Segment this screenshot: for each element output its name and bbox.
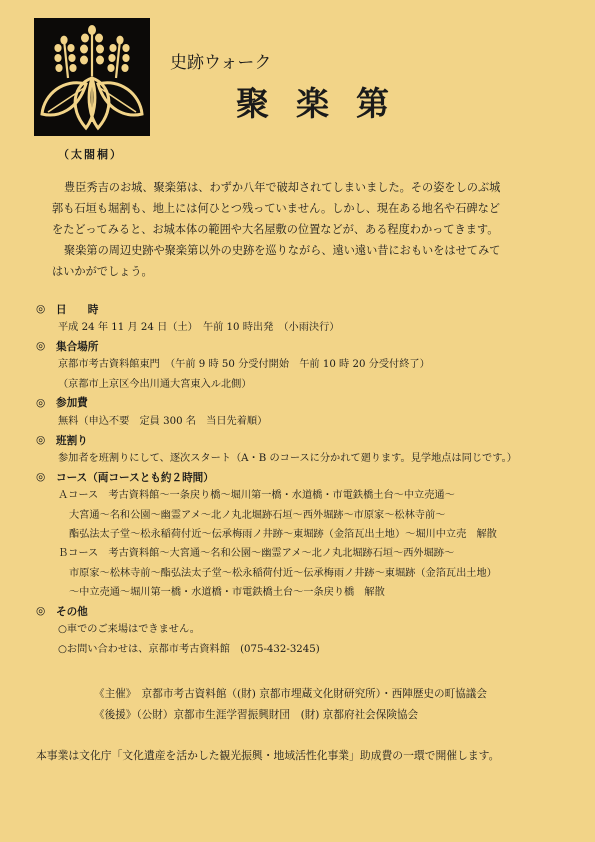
section-heading: 日 時 [56,303,99,316]
course-line: ～中立売通～堀川第一橋・水道橋・市電鉄橋土台～一条戻り橋 解散 [69,586,385,598]
footer-note: 本事業は文化庁「文化遺産を活かした観光振興・地域活性化事業」助成費の一環で開催します。 [36,749,500,762]
section-course [36,468,566,486]
section-heading: コース（両コースとも約２時間） [56,471,214,484]
intro-paragraph [52,177,552,282]
bullet-mark: ◎ [36,471,46,484]
section-meeting-place [36,337,566,355]
bullet-mark: ◎ [36,303,46,315]
intro-line: 豊臣秀吉のお城、聚楽第は、わずか八年で破却されてしまいました。その姿をしのぶ城 [64,181,501,194]
section-line: ○お問い合わせは、京都市考古資料館 (075-432-3245) [58,643,320,655]
emblem-caption: （太閤桐） [58,148,123,161]
section-date [36,300,566,318]
intro-line: をたどってみると、お城本体の範囲や大名屋敷の位置などが、ある程度わかってきます。 [52,223,499,236]
course-line: 大宮通～名和公園～幽霊アメ～北ノ丸北堀跡石垣～西外堀跡～市原家～松林寺前～ [69,509,446,521]
section-line: ○車でのご来場はできません。 [58,624,200,636]
page-subtitle: 史跡ウォーク [170,53,272,73]
section-line: （京都市上京区今出川通大宮東入ル北側） [58,378,252,390]
bullet-mark: ◎ [36,340,46,353]
course-line: 市原家～松林寺前～酯弘法太子堂～松永稲荷付近～伝承梅雨ノ井跡～東堀跡（金箔瓦出土地） [69,567,497,579]
course-line: Ａコース 考古資料館～一条戻り橋～堀川第一橋・水道橋・市電鉄橋土台～中立売通～ [58,490,455,502]
section-heading: 集合場所 [56,340,99,353]
section-other [36,602,566,620]
section-heading: 班割り [56,434,88,447]
section-heading: その他 [56,605,88,618]
paulownia-crest-icon [34,18,150,136]
course-line: 酯弘法太子堂～松永稲荷付近～伝承梅雨ノ井跡～東堀跡（金箔瓦出土地）～堀川中立売 解散 [69,529,497,541]
intro-line: 聚楽第の周辺史跡や聚楽第以外の史跡を巡りながら、遠い遠い昔におもいをはせてみて [64,244,501,257]
paulownia-crest [34,18,150,136]
supporter-line: 《後援》（公財）京都市生涯学習振興財団 (財) 京都府社会保険協会 [94,709,419,721]
organizer-line: 《主催》 京都市考古資料館（(財) 京都市埋蔵文化財研究所）・西陣歴史の町協議会 [94,688,487,700]
page-title: 聚楽第 [236,84,416,123]
event-details [36,300,566,659]
course-line: Ｂコース 考古資料館～大宮通～名和公園～幽霊アメ～北ノ丸北堀跡石垣～西外堀跡～ [58,548,455,560]
section-fee [36,394,566,412]
bullet-mark: ◎ [36,605,46,618]
section-line: 参加者を班割りにして、逐次スタート（A・B のコースに分かれて廻ります。見学地点は同じです。） [58,453,517,465]
intro-line: 郭も石垣も堀割も、地上には何ひとつ残っていません。しかし、現在ある地名や石碑など [52,202,500,215]
section-line: 無料（申込不要 定員 300 名 当日先着順） [58,415,268,427]
bullet-mark: ◎ [36,396,46,409]
sponsors [94,684,487,726]
section-groups [36,431,566,449]
bullet-mark: ◎ [36,434,46,447]
section-line: 平成 24 年 11 月 24 日（土） 午前 10 時出発 （小雨決行） [58,322,340,333]
section-line: 京都市考古資料館東門 （午前 9 時 50 分受付開始 午前 10 時 20 分受付終了） [58,359,430,371]
intro-line: はいかがでしょう。 [52,265,153,278]
section-heading: 参加費 [56,397,88,410]
